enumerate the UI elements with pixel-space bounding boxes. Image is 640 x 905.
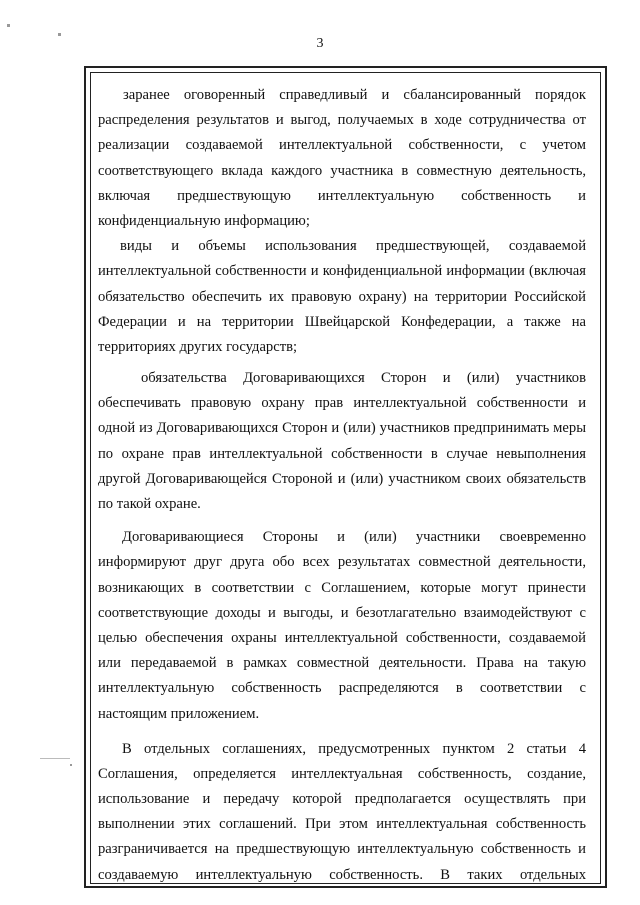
- document-body: [98, 83, 586, 888]
- text-line: интеллектуальной собственности и конфиденциальной информации (включая: [98, 263, 586, 280]
- text-line: включая предшествующую интеллектуальную собственность и: [98, 187, 586, 204]
- text-line: соответствующего вклада каждого участника в совместную деятельность,: [98, 162, 586, 179]
- paragraph: [98, 234, 586, 360]
- text-line: выполнении этих соглашений. При этом интеллектуальная собственность: [98, 816, 586, 833]
- text-line: обеспечивать правовую охрану прав интеллектуальной собственности и: [98, 395, 586, 412]
- scan-mark: [70, 764, 72, 766]
- paragraph: [98, 737, 586, 888]
- text-line: использование и передачу которой предполагается осуществлять при: [98, 791, 586, 808]
- text-line: В отдельных соглашениях, предусмотренных пунктом 2 статьи 4: [122, 740, 586, 757]
- text-line: интеллектуальную собственность распределяются в соответствии с: [98, 680, 586, 697]
- text-line: настоящим приложением.: [98, 705, 260, 722]
- scan-mark: [40, 758, 70, 759]
- text-line: целью обеспечения охраны интеллектуальной собственности, создаваемой: [98, 629, 586, 646]
- text-line: обязательство обеспечить их правовую охрану) на территории Российской: [98, 288, 586, 305]
- paragraph: [98, 83, 586, 234]
- text-line: или передаваемой в рамках совместной деятельности. Права на такую: [98, 655, 586, 672]
- text-line: Федерации и на территории Швейцарской Конфедерации, а также на: [98, 313, 586, 330]
- text-line: Договаривающиеся Стороны и (или) участники своевременно: [122, 529, 586, 546]
- page-number: 3: [316, 36, 324, 51]
- text-line: другой Договаривающейся Стороной и (или) участником своих обязательств: [98, 470, 586, 487]
- paragraph: [98, 366, 586, 517]
- text-line: реализации создаваемой интеллектуальной собственности, с учетом: [98, 137, 586, 154]
- text-line: по охране прав интеллектуальной собственности в случае невыполнения: [98, 445, 586, 462]
- text-line: заранее оговоренный справедливый и сбалансированный порядок: [123, 87, 586, 103]
- text-line: информируют друг друга обо всех результатах совместной деятельности,: [98, 554, 586, 571]
- paragraph: [98, 525, 586, 727]
- text-line: возникающих в соответствии с Соглашением, которые могут принести: [98, 579, 586, 596]
- text-line: конфиденциальную информацию;: [98, 212, 310, 229]
- scan-mark: [7, 24, 10, 27]
- text-line: одной из Договаривающихся Сторон и (или) участников предпринимать меры: [98, 420, 586, 437]
- text-line: виды и объемы использования предшествующей, создаваемой: [120, 238, 586, 255]
- text-line: Соглашения, определяется интеллектуальная собственность, создание,: [98, 765, 586, 782]
- text-line: создаваемую интеллектуальную собственность. В таких отдельных: [98, 866, 586, 883]
- text-line: распределения результатов и выгод, получаемых в ходе сотрудничества от: [98, 112, 586, 129]
- text-line: территориях других государств;: [98, 338, 298, 355]
- text-line: по такой охране.: [98, 496, 201, 512]
- text-line: обязательства Договаривающихся Сторон и (или) участников: [141, 370, 586, 387]
- scan-mark: [58, 33, 61, 36]
- text-line: соответствующие доходы и выгоды, и безотлагательно взаимодействуют с: [98, 604, 586, 621]
- text-line: разграничивается на предшествующую интеллектуальную собственность и: [98, 841, 586, 858]
